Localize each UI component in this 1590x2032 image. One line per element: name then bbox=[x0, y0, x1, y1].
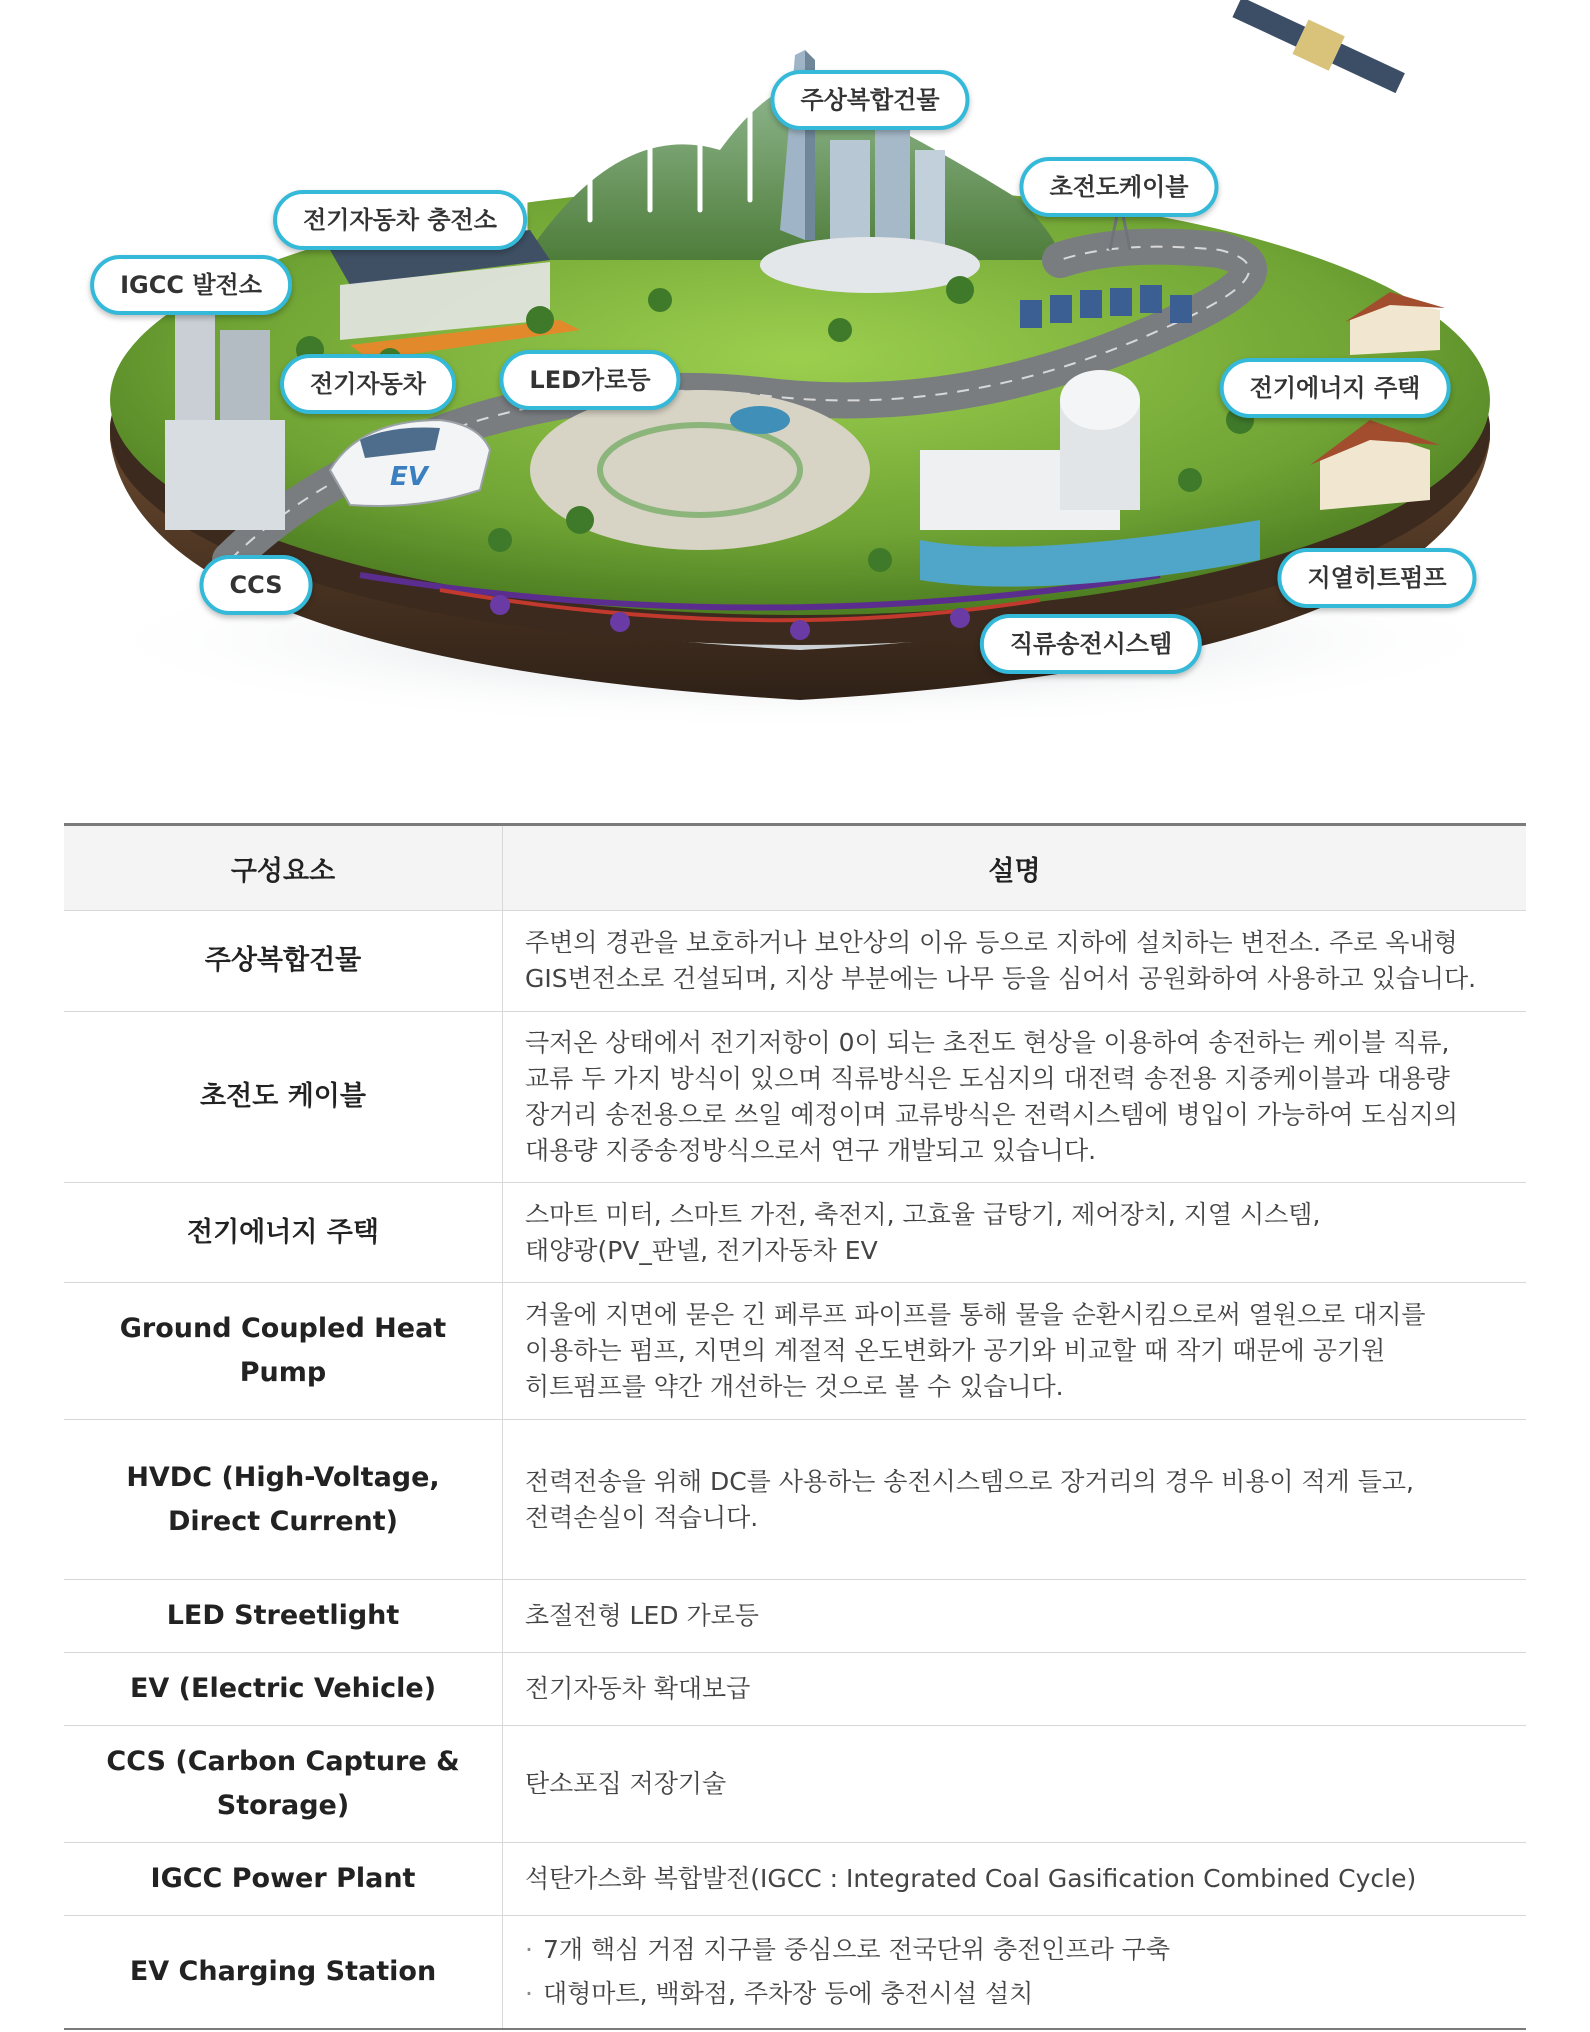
callout-superconducting-cable: 초전도케이블 bbox=[1019, 157, 1218, 217]
row-name bbox=[64, 1183, 503, 1283]
row-desc-line: 대용량 지중송정방식으로서 연구 개발되고 있습니다. bbox=[525, 1136, 1097, 1165]
row-description bbox=[503, 1580, 1527, 1653]
table-row bbox=[64, 1843, 1526, 1916]
row-name-line: 주상복합건물 bbox=[204, 945, 362, 976]
header-description: 설명 bbox=[503, 825, 1527, 911]
row-desc-line: 교류 두 가지 방식이 있으며 직류방식은 도심지의 대전력 송전용 지중케이블과 대용량 bbox=[525, 1064, 1450, 1093]
callout-led-streetlight: LED가로등 bbox=[499, 350, 680, 410]
row-description bbox=[503, 1283, 1527, 1420]
row-name-line: 전기에너지 주택 bbox=[187, 1216, 379, 1248]
row-name-line: (High-Voltage, Direct bbox=[167, 1461, 440, 1537]
row-name-line: CCS bbox=[106, 1746, 166, 1777]
table-row bbox=[64, 1283, 1526, 1420]
row-desc-line: GIS변전소로 건설되며, 지상 부분에는 나무 등을 심어서 공원화하여 사용하고 있습니다. bbox=[525, 964, 1477, 993]
callout-geothermal-heat-pump: 지열히트펌프 bbox=[1277, 548, 1476, 608]
row-description bbox=[503, 1916, 1527, 2030]
callout-mixed-use-building: 주상복합건물 bbox=[770, 70, 969, 130]
callout-ev: 전기자동차 bbox=[280, 354, 456, 414]
row-desc-line: 극저온 상태에서 전기저항이 0이 되는 초전도 현상을 이용하여 송전하는 케이블 직류, bbox=[525, 1028, 1450, 1057]
table-row bbox=[64, 1183, 1526, 1283]
row-description bbox=[503, 1843, 1527, 1916]
row-name bbox=[64, 1843, 503, 1916]
bullet-item: · 7개 핵심 거점 지구를 중심으로 전국단위 충전인프라 구축 bbox=[525, 1928, 1504, 1972]
satellite bbox=[1229, 0, 1408, 100]
table-row bbox=[64, 1916, 1526, 2030]
row-name-line: EV (Electric Vehicle) bbox=[129, 1673, 437, 1704]
row-description bbox=[503, 911, 1527, 1012]
row-desc-line: 석탄가스화 복합발전(IGCC : Integrated Coal Gasification Combined Cycle) bbox=[525, 1864, 1417, 1893]
callout-ev-charging-station: 전기자동차 충전소 bbox=[273, 190, 527, 250]
table-row bbox=[64, 911, 1526, 1012]
row-desc-line: 전력손실이 적습니다. bbox=[525, 1502, 759, 1532]
component-table bbox=[64, 823, 1526, 2030]
callout-igcc-plant: IGCC 발전소 bbox=[90, 255, 292, 315]
row-desc-line: 전기자동차 확대보급 bbox=[525, 1674, 751, 1703]
table-row bbox=[64, 1726, 1526, 1843]
ev-badge: EV bbox=[390, 462, 428, 492]
row-name-line: 초전도 케이블 bbox=[200, 1081, 366, 1112]
igcc-plant bbox=[165, 305, 285, 530]
table-row bbox=[64, 1420, 1526, 1580]
table-row bbox=[64, 1012, 1526, 1183]
row-desc-line: 초절전형 LED 가로등 bbox=[525, 1601, 759, 1630]
row-name bbox=[64, 1283, 503, 1420]
row-desc-line: 주변의 경관을 보호하거나 보안상의 이유 등으로 지하에 설치하는 변전소. 주로 옥내형 bbox=[525, 928, 1458, 957]
row-name bbox=[64, 1726, 503, 1843]
row-name-line: Ground Coupled Heat Pump bbox=[119, 1313, 447, 1388]
row-description bbox=[503, 1420, 1527, 1580]
row-desc-line: 태양광(PV_판넬, 전기자동차 EV bbox=[525, 1235, 878, 1265]
row-desc-line: 전력전송을 위해 DC를 사용하는 송전시스템으로 장거리의 경우 비용이 적게 들고, bbox=[525, 1466, 1414, 1496]
header-component: 구성요소 bbox=[64, 825, 503, 911]
row-desc-line: 이용하는 펌프, 지면의 계절적 온도변화가 공기와 비교할 때 작기 때문에 공기원 bbox=[525, 1336, 1386, 1365]
row-name-line: HVDC bbox=[126, 1461, 213, 1493]
row-desc-line: 탄소포집 저장기술 bbox=[525, 1769, 727, 1798]
row-name bbox=[64, 1012, 503, 1183]
row-description bbox=[503, 1183, 1527, 1283]
row-name-line: Current) bbox=[269, 1505, 399, 1537]
row-desc-line: 장거리 송전용으로 쓰일 예정이며 교류방식은 전력시스템에 병입이 가능하여 도심지의 bbox=[525, 1100, 1458, 1129]
smart-grid-illustration bbox=[60, 0, 1530, 760]
table-body bbox=[64, 911, 1526, 2030]
row-desc-line: 히트펌프를 약간 개선하는 것으로 볼 수 있습니다. bbox=[525, 1372, 1064, 1401]
row-name-line: IGCC Power Plant bbox=[150, 1863, 416, 1894]
callout-ccs: CCS bbox=[200, 555, 313, 615]
row-name bbox=[64, 911, 503, 1012]
row-desc-line: 겨울에 지면에 묻은 긴 페루프 파이프를 통해 물을 순환시킴으로써 열원으로 대지를 bbox=[525, 1300, 1426, 1329]
table-header-row bbox=[64, 825, 1526, 911]
table-row bbox=[64, 1580, 1526, 1653]
callout-hvdc-system: 직류송전시스템 bbox=[980, 614, 1202, 674]
callout-energy-house: 전기에너지 주택 bbox=[1220, 358, 1451, 418]
row-description bbox=[503, 1012, 1527, 1183]
bullet-item: · 대형마트, 백화점, 주차장 등에 충전시설 설치 bbox=[525, 1972, 1504, 2016]
row-name bbox=[64, 1653, 503, 1726]
row-name bbox=[64, 1580, 503, 1653]
row-description bbox=[503, 1653, 1527, 1726]
row-name: EV Charging Station bbox=[64, 1916, 503, 2030]
row-name-line: (Carbon Capture & Storage) bbox=[175, 1746, 460, 1821]
row-desc-line: 스마트 미터, 스마트 가전, 축전지, 고효율 급탕기, 제어장치, 지열 시스템, bbox=[525, 1199, 1321, 1229]
row-name-line: LED Streetlight bbox=[166, 1600, 400, 1631]
row-description bbox=[503, 1726, 1527, 1843]
row-name bbox=[64, 1420, 503, 1580]
table-row bbox=[64, 1653, 1526, 1726]
